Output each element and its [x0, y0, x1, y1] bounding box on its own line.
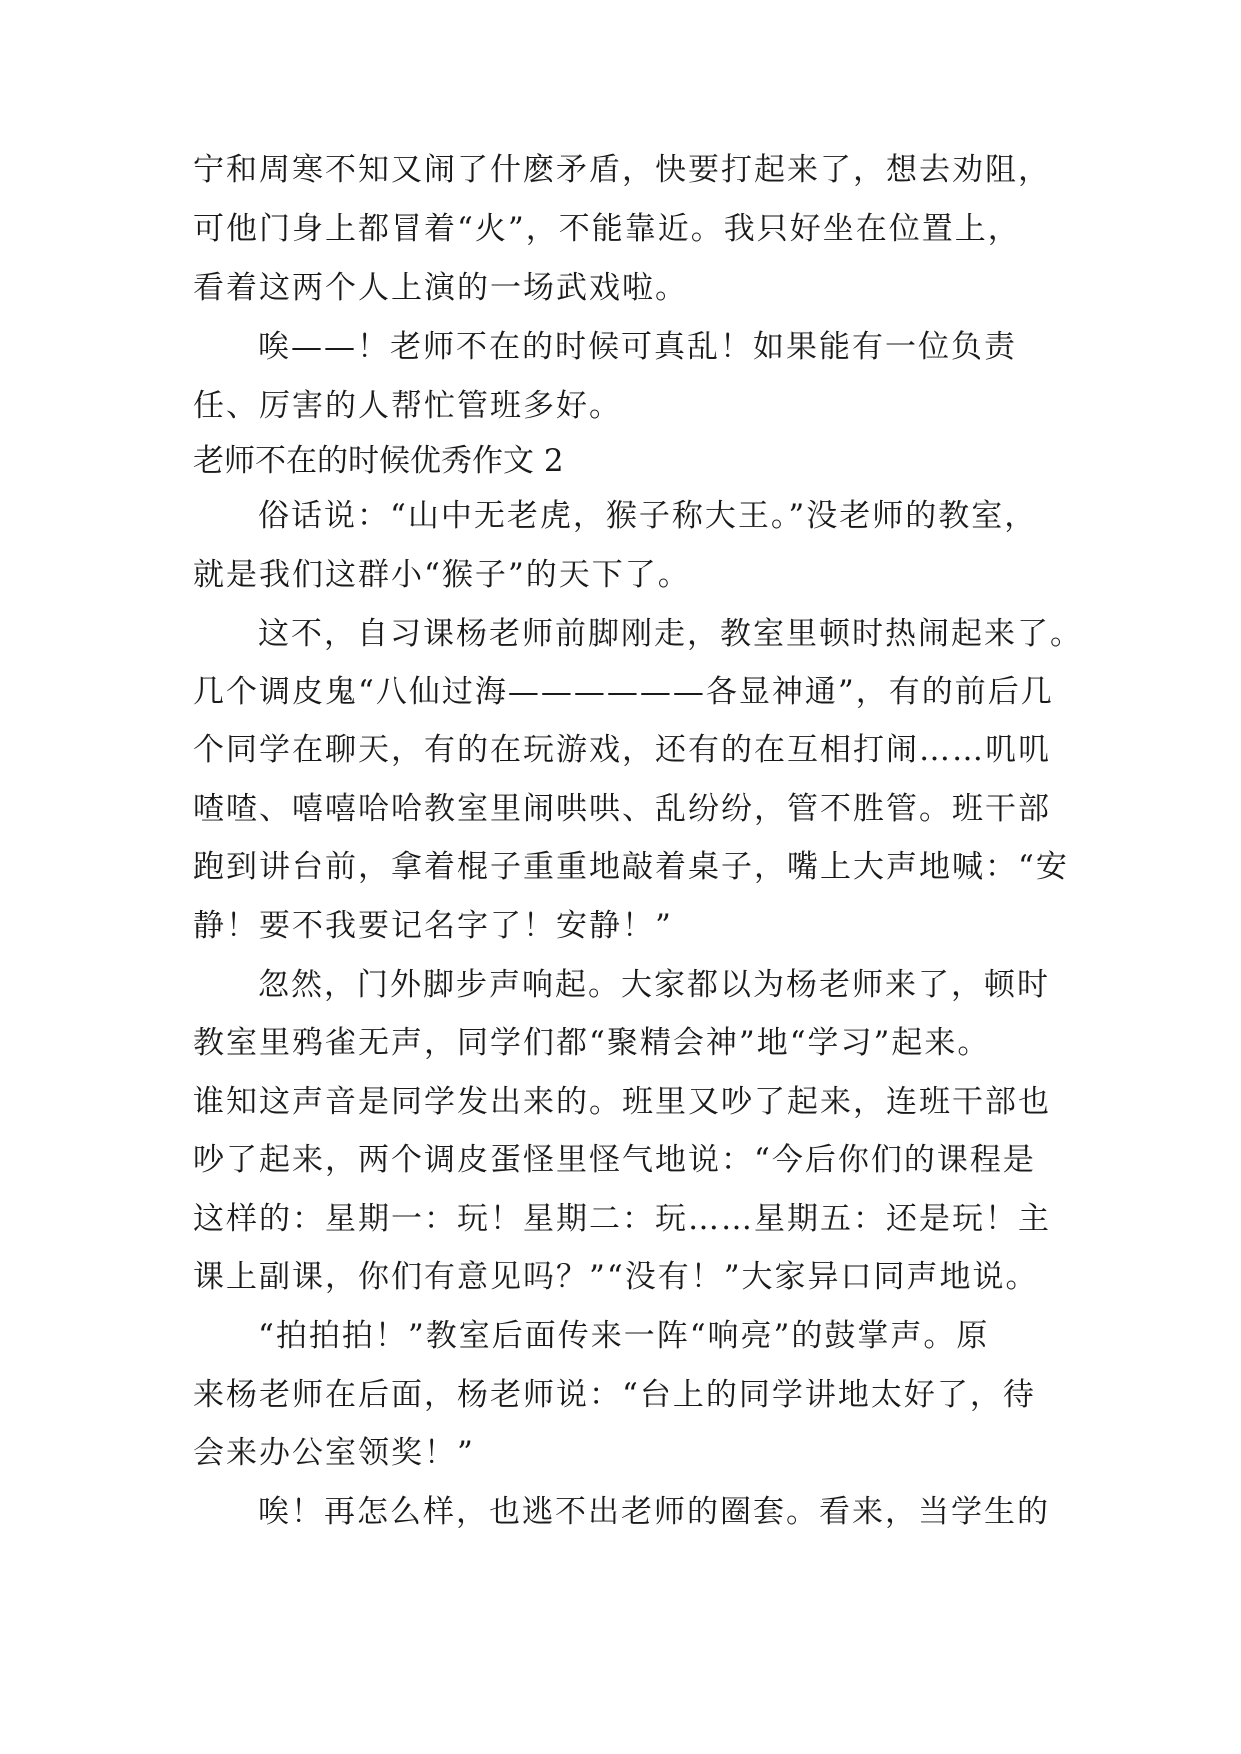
paragraph-start-line: 唉！再怎么样，也逃不出老师的圈套。看来，当学生的	[258, 1494, 1050, 1530]
text-line: 跑到讲台前，拿着棍子重重地敲着桌子，嘴上大声地喊：“安	[193, 849, 1069, 885]
paragraph-start-line: 这不，自习课杨老师前脚刚走，教室里顿时热闹起来了。	[258, 616, 1083, 652]
text-line: 谁知这声音是同学发出来的。班里又吵了起来，连班干部也	[193, 1084, 1051, 1120]
text-line: 课上副课，你们有意见吗？”“没有！”大家异口同声地说。	[193, 1259, 1039, 1295]
text-line: 宁和周寒不知又闹了什麽矛盾，快要打起来了，想去劝阻，	[193, 152, 1051, 188]
text-line: 吵了起来，两个调皮蛋怪里怪气地说：“今后你们的课程是	[193, 1142, 1036, 1178]
text-line: 静！要不我要记名字了！安静！”	[193, 908, 673, 944]
text-line: 喳喳、嘻嘻哈哈教室里闹哄哄、乱纷纷，管不胜管。班干部	[193, 791, 1051, 827]
text-line: 可他门身上都冒着“火”，不能靠近。我只好坐在位置上，	[193, 211, 1021, 247]
paragraph-start-line: 忽然，门外脚步声响起。大家都以为杨老师来了，顿时	[258, 967, 1050, 1003]
text-line: 个同学在聊天，有的在玩游戏，还有的在互相打闹……叽叽	[193, 732, 1051, 768]
text-line: 就是我们这群小“猴子”的天下了。	[193, 557, 691, 593]
paragraph-start-line: 俗话说：“山中无老虎，猴子称大王。”没老师的教室，	[258, 498, 1038, 534]
text-line: 来杨老师在后面，杨老师说：“台上的同学讲地太好了，待	[193, 1377, 1036, 1413]
text-line: 几个调皮鬼“八仙过海——————各显神通”，有的前后几	[193, 674, 1054, 710]
text-line: 会来办公室领奖！”	[193, 1435, 475, 1471]
text-line: 这样的：星期一：玩！星期二：玩……星期五：还是玩！主	[193, 1201, 1051, 1237]
section-heading: 老师不在的时候优秀作文 2	[193, 443, 564, 479]
text-line: 看着这两个人上演的一场武戏啦。	[193, 270, 688, 306]
paragraph-start-line: “拍拍拍！”教室后面传来一阵“响亮”的鼓掌声。原	[258, 1318, 990, 1354]
text-line: 任、厉害的人帮忙管班多好。	[193, 388, 622, 424]
text-line: 教室里鸦雀无声，同学们都“聚精会神”地“学习”起来。	[193, 1025, 991, 1061]
paragraph-start-line: 唉——！老师不在的时候可真乱！如果能有一位负责	[258, 329, 1017, 365]
